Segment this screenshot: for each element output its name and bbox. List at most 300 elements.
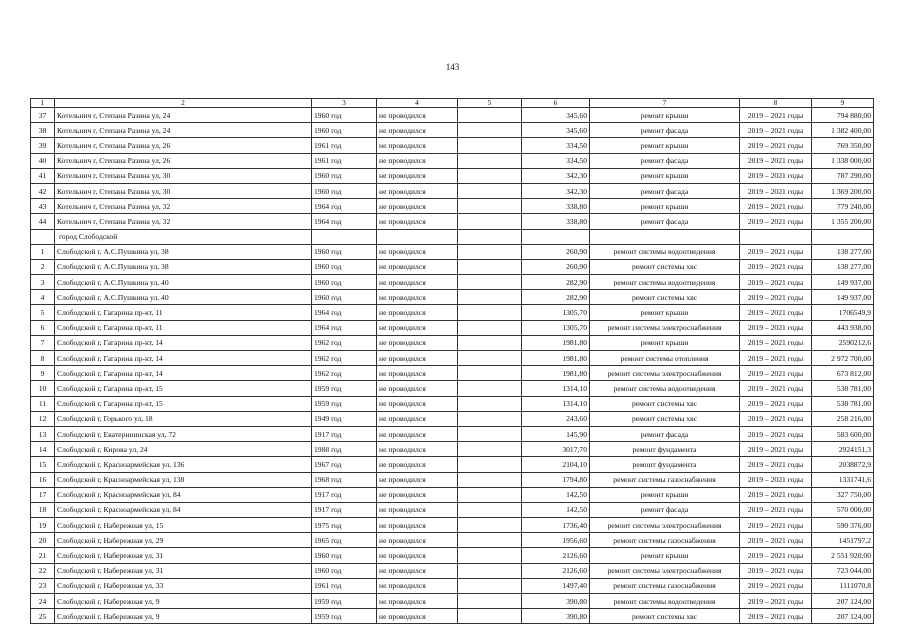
section-empty-cell xyxy=(377,229,458,244)
work-type-cell: ремонт системы водоотведения xyxy=(590,275,740,290)
year-built-cell: 1960 год xyxy=(312,563,377,578)
table-row xyxy=(31,138,874,153)
area-cell: 342,30 xyxy=(522,183,590,198)
row-number-cell: 24 xyxy=(31,594,55,609)
area-cell: 345,60 xyxy=(522,123,590,138)
address-cell: Слободской г, Горького ул, 18 xyxy=(55,411,312,426)
empty-cell xyxy=(458,533,522,548)
last-repair-cell: не проводился xyxy=(377,578,458,593)
address-cell: Слободской г, Гагарина пр-кт, 15 xyxy=(55,396,312,411)
last-repair-cell: не проводился xyxy=(377,153,458,168)
address-cell: Котельнич г, Степана Разина ул, 26 xyxy=(55,153,312,168)
empty-cell xyxy=(458,305,522,320)
area-cell: 342,30 xyxy=(522,168,590,183)
address-cell: Слободской г, Екатерининская ул, 72 xyxy=(55,426,312,441)
table-row xyxy=(31,183,874,198)
area-cell: 334,50 xyxy=(522,153,590,168)
year-built-cell: 1960 год xyxy=(312,290,377,305)
last-repair-cell: не проводился xyxy=(377,183,458,198)
work-type-cell: ремонт системы электроснабжения xyxy=(590,563,740,578)
table-row xyxy=(31,168,874,183)
table-row xyxy=(31,244,874,259)
last-repair-cell: не проводился xyxy=(377,366,458,381)
cost-cell: 1 355 200,00 xyxy=(812,214,874,229)
period-cell: 2019 – 2021 годы xyxy=(740,259,812,274)
year-built-cell: 1961 год xyxy=(312,138,377,153)
area-cell: 334,50 xyxy=(522,138,590,153)
period-cell: 2019 – 2021 годы xyxy=(740,168,812,183)
work-type-cell: ремонт крыши xyxy=(590,487,740,502)
work-type-cell: ремонт фасада xyxy=(590,214,740,229)
year-built-cell: 1917 год xyxy=(312,502,377,517)
area-cell: 345,60 xyxy=(522,108,590,123)
address-cell: Слободской г, Набережная ул, 31 xyxy=(55,563,312,578)
year-built-cell: 1960 год xyxy=(312,123,377,138)
empty-cell xyxy=(458,138,522,153)
address-cell: Слободской г, Кирова ул, 24 xyxy=(55,442,312,457)
last-repair-cell: не проводился xyxy=(377,259,458,274)
address-cell: Слободской г, Гагарина пр-кт, 11 xyxy=(55,320,312,335)
year-built-cell: 1959 год xyxy=(312,381,377,396)
last-repair-cell: не проводился xyxy=(377,518,458,533)
address-cell: Слободской г, Набережная ул, 9 xyxy=(55,609,312,624)
year-built-cell: 1959 год xyxy=(312,594,377,609)
address-cell: Слободской г, Красноармейская ул, 138 xyxy=(55,472,312,487)
work-type-cell: ремонт системы хвс xyxy=(590,609,740,624)
section-empty-cell xyxy=(590,229,740,244)
address-cell: Слободской г, Гагарина пр-кт, 15 xyxy=(55,381,312,396)
year-built-cell: 1975 год xyxy=(312,518,377,533)
area-cell: 282,90 xyxy=(522,275,590,290)
year-built-cell: 1960 год xyxy=(312,548,377,563)
row-number-cell: 7 xyxy=(31,335,55,350)
work-type-cell: ремонт фасада xyxy=(590,153,740,168)
row-number-cell: 40 xyxy=(31,153,55,168)
row-number-cell: 11 xyxy=(31,396,55,411)
column-number-cell: 6 xyxy=(522,99,590,108)
year-built-cell: 1962 год xyxy=(312,335,377,350)
column-number-cell: 8 xyxy=(740,99,812,108)
table-row xyxy=(31,457,874,472)
period-cell: 2019 – 2021 годы xyxy=(740,290,812,305)
period-cell: 2019 – 2021 годы xyxy=(740,138,812,153)
last-repair-cell: не проводился xyxy=(377,244,458,259)
empty-cell xyxy=(458,426,522,441)
area-cell: 1305,70 xyxy=(522,305,590,320)
year-built-cell: 1962 год xyxy=(312,351,377,366)
period-cell: 2019 – 2021 годы xyxy=(740,123,812,138)
area-cell: 145,90 xyxy=(522,426,590,441)
row-number-cell: 12 xyxy=(31,411,55,426)
last-repair-cell: не проводился xyxy=(377,335,458,350)
empty-cell xyxy=(458,335,522,350)
table-row xyxy=(31,411,874,426)
empty-cell xyxy=(458,320,522,335)
year-built-cell: 1917 год xyxy=(312,487,377,502)
cost-cell: 149 937,00 xyxy=(812,290,874,305)
work-type-cell: ремонт системы электроснабжения xyxy=(590,366,740,381)
work-type-cell: ремонт системы хвс xyxy=(590,290,740,305)
table-row xyxy=(31,563,874,578)
row-number-cell: 15 xyxy=(31,457,55,472)
year-built-cell: 1964 год xyxy=(312,199,377,214)
address-cell: Слободской г, Набережная ул, 9 xyxy=(55,594,312,609)
empty-cell xyxy=(458,396,522,411)
last-repair-cell: не проводился xyxy=(377,563,458,578)
address-cell: Котельнич г, Степана Разина ул, 30 xyxy=(55,168,312,183)
row-number-cell: 22 xyxy=(31,563,55,578)
period-cell: 2019 – 2021 годы xyxy=(740,487,812,502)
last-repair-cell: не проводился xyxy=(377,168,458,183)
address-cell: Слободской г, Набережная ул, 29 xyxy=(55,533,312,548)
empty-cell xyxy=(458,609,522,624)
address-cell: Слободской г, Гагарина пр-кт, 11 xyxy=(55,305,312,320)
row-number-cell: 42 xyxy=(31,183,55,198)
work-type-cell: ремонт системы электроснабжения xyxy=(590,518,740,533)
last-repair-cell: не проводился xyxy=(377,472,458,487)
empty-cell xyxy=(458,381,522,396)
address-cell: Слободской г, А.С.Пушкина ул, 40 xyxy=(55,275,312,290)
address-cell: Котельнич г, Степана Разина ул, 32 xyxy=(55,214,312,229)
row-number-cell: 23 xyxy=(31,578,55,593)
column-number-row xyxy=(31,99,874,108)
period-cell: 2019 – 2021 годы xyxy=(740,199,812,214)
work-type-cell: ремонт системы хвс xyxy=(590,259,740,274)
row-number-cell: 43 xyxy=(31,199,55,214)
cost-cell: 207 124,00 xyxy=(812,594,874,609)
area-cell: 2126,60 xyxy=(522,548,590,563)
page-number: 143 xyxy=(445,62,460,72)
address-cell: Слободской г, Гагарина пр-кт, 14 xyxy=(55,335,312,350)
table-row xyxy=(31,518,874,533)
cost-cell: 2924151,3 xyxy=(812,442,874,457)
work-type-cell: ремонт системы газоснабжения xyxy=(590,578,740,593)
table-row xyxy=(31,472,874,487)
area-cell: 1314,10 xyxy=(522,381,590,396)
row-number-cell: 14 xyxy=(31,442,55,457)
row-number-cell: 19 xyxy=(31,518,55,533)
empty-cell xyxy=(458,442,522,457)
work-type-cell: ремонт фасада xyxy=(590,502,740,517)
row-number-cell: 1 xyxy=(31,244,55,259)
work-type-cell: ремонт фундамента xyxy=(590,457,740,472)
last-repair-cell: не проводился xyxy=(377,487,458,502)
cost-cell: 1 338 000,00 xyxy=(812,153,874,168)
cost-cell: 723 044,00 xyxy=(812,563,874,578)
work-type-cell: ремонт системы водоотведения xyxy=(590,381,740,396)
work-type-cell: ремонт системы водоотведения xyxy=(590,244,740,259)
empty-cell xyxy=(458,518,522,533)
address-cell: Котельнич г, Степана Разина ул, 24 xyxy=(55,123,312,138)
area-cell: 260,90 xyxy=(522,259,590,274)
table-row xyxy=(31,594,874,609)
table-row xyxy=(31,396,874,411)
year-built-cell: 1949 год xyxy=(312,411,377,426)
column-number-cell: 9 xyxy=(812,99,874,108)
year-built-cell: 1961 год xyxy=(312,578,377,593)
area-cell: 243,60 xyxy=(522,411,590,426)
period-cell: 2019 – 2021 годы xyxy=(740,320,812,335)
section-title: город Слободской xyxy=(55,229,312,244)
period-cell: 2019 – 2021 годы xyxy=(740,244,812,259)
year-built-cell: 1964 год xyxy=(312,305,377,320)
area-cell: 1981,80 xyxy=(522,335,590,350)
work-type-cell: ремонт крыши xyxy=(590,548,740,563)
address-cell: Котельнич г, Степана Разина ул, 30 xyxy=(55,183,312,198)
table-row xyxy=(31,305,874,320)
area-cell: 3017,70 xyxy=(522,442,590,457)
area-cell: 1794,80 xyxy=(522,472,590,487)
column-number-cell: 2 xyxy=(55,99,312,108)
period-cell: 2019 – 2021 годы xyxy=(740,335,812,350)
cost-cell: 538 781,00 xyxy=(812,396,874,411)
empty-cell xyxy=(458,487,522,502)
cost-cell: 327 750,00 xyxy=(812,487,874,502)
area-cell: 390,80 xyxy=(522,609,590,624)
area-cell: 1314,10 xyxy=(522,396,590,411)
work-type-cell: ремонт системы хвс xyxy=(590,411,740,426)
cost-cell: 1331741,6 xyxy=(812,472,874,487)
empty-cell xyxy=(458,214,522,229)
empty-cell xyxy=(458,548,522,563)
empty-cell xyxy=(458,168,522,183)
year-built-cell: 1960 год xyxy=(312,259,377,274)
last-repair-cell: не проводился xyxy=(377,381,458,396)
empty-cell xyxy=(458,259,522,274)
work-type-cell: ремонт крыши xyxy=(590,138,740,153)
row-number-cell: 17 xyxy=(31,487,55,502)
last-repair-cell: не проводился xyxy=(377,108,458,123)
repair-program-table xyxy=(30,98,874,624)
row-number-cell: 6 xyxy=(31,320,55,335)
empty-cell xyxy=(458,244,522,259)
empty-cell xyxy=(458,351,522,366)
section-row xyxy=(31,229,874,244)
row-number-cell: 5 xyxy=(31,305,55,320)
row-number-cell: 10 xyxy=(31,381,55,396)
last-repair-cell: не проводился xyxy=(377,199,458,214)
row-number-cell: 2 xyxy=(31,259,55,274)
cost-cell: 794 880,00 xyxy=(812,108,874,123)
last-repair-cell: не проводился xyxy=(377,457,458,472)
last-repair-cell: не проводился xyxy=(377,305,458,320)
period-cell: 2019 – 2021 годы xyxy=(740,442,812,457)
period-cell: 2019 – 2021 годы xyxy=(740,381,812,396)
year-built-cell: 1964 год xyxy=(312,214,377,229)
year-built-cell: 1960 год xyxy=(312,108,377,123)
last-repair-cell: не проводился xyxy=(377,442,458,457)
last-repair-cell: не проводился xyxy=(377,411,458,426)
last-repair-cell: не проводился xyxy=(377,533,458,548)
section-empty-cell xyxy=(31,229,55,244)
section-empty-cell xyxy=(312,229,377,244)
table-row xyxy=(31,335,874,350)
cost-cell: 1 382 400,00 xyxy=(812,123,874,138)
empty-cell xyxy=(458,366,522,381)
table-row xyxy=(31,199,874,214)
table-row xyxy=(31,609,874,624)
last-repair-cell: не проводился xyxy=(377,351,458,366)
cost-cell: 2038872,9 xyxy=(812,457,874,472)
work-type-cell: ремонт фасада xyxy=(590,123,740,138)
year-built-cell: 1960 год xyxy=(312,183,377,198)
address-cell: Слободской г, Набережная ул, 31 xyxy=(55,548,312,563)
address-cell: Слободской г, Набережная ул, 15 xyxy=(55,518,312,533)
area-cell: 2104,10 xyxy=(522,457,590,472)
cost-cell: 673 812,00 xyxy=(812,366,874,381)
period-cell: 2019 – 2021 годы xyxy=(740,305,812,320)
cost-cell: 443 938,00 xyxy=(812,320,874,335)
table-row xyxy=(31,578,874,593)
cost-cell: 138 277,00 xyxy=(812,259,874,274)
period-cell: 2019 – 2021 годы xyxy=(740,457,812,472)
address-cell: Котельнич г, Степана Разина ул, 26 xyxy=(55,138,312,153)
table-row xyxy=(31,153,874,168)
row-number-cell: 37 xyxy=(31,108,55,123)
period-cell: 2019 – 2021 годы xyxy=(740,153,812,168)
area-cell: 282,90 xyxy=(522,290,590,305)
area-cell: 1497,40 xyxy=(522,578,590,593)
column-number-cell: 1 xyxy=(31,99,55,108)
year-built-cell: 1960 год xyxy=(312,275,377,290)
table-row xyxy=(31,214,874,229)
table-row xyxy=(31,381,874,396)
empty-cell xyxy=(458,472,522,487)
cost-cell: 1 369 200,00 xyxy=(812,183,874,198)
table-row xyxy=(31,442,874,457)
area-cell: 338,80 xyxy=(522,214,590,229)
row-number-cell: 3 xyxy=(31,275,55,290)
cost-cell: 1706549,9 xyxy=(812,305,874,320)
area-cell: 142,50 xyxy=(522,502,590,517)
cost-cell: 207 124,00 xyxy=(812,609,874,624)
empty-cell xyxy=(458,411,522,426)
period-cell: 2019 – 2021 годы xyxy=(740,533,812,548)
table-row xyxy=(31,259,874,274)
cost-cell: 787 290,00 xyxy=(812,168,874,183)
last-repair-cell: не проводился xyxy=(377,123,458,138)
table-row xyxy=(31,426,874,441)
area-cell: 1736,40 xyxy=(522,518,590,533)
empty-cell xyxy=(458,153,522,168)
cost-cell: 1451797,2 xyxy=(812,533,874,548)
cost-cell: 2 551 920,00 xyxy=(812,548,874,563)
column-number-cell: 3 xyxy=(312,99,377,108)
address-cell: Слободской г, Набережная ул, 33 xyxy=(55,578,312,593)
period-cell: 2019 – 2021 годы xyxy=(740,396,812,411)
period-cell: 2019 – 2021 годы xyxy=(740,275,812,290)
row-number-cell: 25 xyxy=(31,609,55,624)
year-built-cell: 1959 год xyxy=(312,396,377,411)
work-type-cell: ремонт системы газоснабжения xyxy=(590,533,740,548)
work-type-cell: ремонт фундамента xyxy=(590,442,740,457)
cost-cell: 258 216,00 xyxy=(812,411,874,426)
work-type-cell: ремонт системы отопления xyxy=(590,351,740,366)
last-repair-cell: не проводился xyxy=(377,290,458,305)
year-built-cell: 1961 год xyxy=(312,153,377,168)
period-cell: 2019 – 2021 годы xyxy=(740,426,812,441)
cost-cell: 1111070,8 xyxy=(812,578,874,593)
year-built-cell: 1967 год xyxy=(312,457,377,472)
period-cell: 2019 – 2021 годы xyxy=(740,108,812,123)
period-cell: 2019 – 2021 годы xyxy=(740,472,812,487)
table-row xyxy=(31,275,874,290)
period-cell: 2019 – 2021 годы xyxy=(740,502,812,517)
work-type-cell: ремонт системы газоснабжения xyxy=(590,472,740,487)
last-repair-cell: не проводился xyxy=(377,594,458,609)
address-cell: Слободской г, Красноармейская ул, 84 xyxy=(55,487,312,502)
period-cell: 2019 – 2021 годы xyxy=(740,563,812,578)
work-type-cell: ремонт крыши xyxy=(590,305,740,320)
row-number-cell: 18 xyxy=(31,502,55,517)
cost-cell: 2 972 700,00 xyxy=(812,351,874,366)
area-cell: 2126,60 xyxy=(522,563,590,578)
cost-cell: 779 240,00 xyxy=(812,199,874,214)
cost-cell: 138 277,00 xyxy=(812,244,874,259)
area-cell: 142,50 xyxy=(522,487,590,502)
address-cell: Слободской г, А.С.Пушкина ул, 40 xyxy=(55,290,312,305)
empty-cell xyxy=(458,275,522,290)
table-row xyxy=(31,108,874,123)
year-built-cell: 1917 год xyxy=(312,426,377,441)
table-body xyxy=(31,99,874,624)
period-cell: 2019 – 2021 годы xyxy=(740,183,812,198)
row-number-cell: 39 xyxy=(31,138,55,153)
last-repair-cell: не проводился xyxy=(377,502,458,517)
column-number-cell: 7 xyxy=(590,99,740,108)
table-row xyxy=(31,320,874,335)
empty-cell xyxy=(458,578,522,593)
section-empty-cell xyxy=(812,229,874,244)
table-row xyxy=(31,366,874,381)
area-cell: 1981,80 xyxy=(522,351,590,366)
last-repair-cell: не проводился xyxy=(377,609,458,624)
year-built-cell: 1968 год xyxy=(312,472,377,487)
address-cell: Слободской г, А.С.Пушкина ул, 38 xyxy=(55,259,312,274)
address-cell: Котельнич г, Степана Разина ул, 24 xyxy=(55,108,312,123)
table-row xyxy=(31,123,874,138)
empty-cell xyxy=(458,108,522,123)
empty-cell xyxy=(458,563,522,578)
section-empty-cell xyxy=(458,229,522,244)
empty-cell xyxy=(458,290,522,305)
last-repair-cell: не проводился xyxy=(377,426,458,441)
period-cell: 2019 – 2021 годы xyxy=(740,548,812,563)
cost-cell: 538 781,00 xyxy=(812,381,874,396)
work-type-cell: ремонт фасада xyxy=(590,426,740,441)
empty-cell xyxy=(458,199,522,214)
work-type-cell: ремонт крыши xyxy=(590,168,740,183)
period-cell: 2019 – 2021 годы xyxy=(740,214,812,229)
last-repair-cell: не проводился xyxy=(377,548,458,563)
area-cell: 1981,80 xyxy=(522,366,590,381)
address-cell: Котельнич г, Степана Разина ул, 32 xyxy=(55,199,312,214)
year-built-cell: 1964 год xyxy=(312,320,377,335)
period-cell: 2019 – 2021 годы xyxy=(740,578,812,593)
period-cell: 2019 – 2021 годы xyxy=(740,594,812,609)
year-built-cell: 1962 год xyxy=(312,366,377,381)
area-cell: 1305,70 xyxy=(522,320,590,335)
row-number-cell: 8 xyxy=(31,351,55,366)
row-number-cell: 16 xyxy=(31,472,55,487)
empty-cell xyxy=(458,502,522,517)
cost-cell: 570 000,00 xyxy=(812,502,874,517)
table-row xyxy=(31,290,874,305)
section-empty-cell xyxy=(740,229,812,244)
table-row xyxy=(31,487,874,502)
area-cell: 1956,60 xyxy=(522,533,590,548)
period-cell: 2019 – 2021 годы xyxy=(740,518,812,533)
